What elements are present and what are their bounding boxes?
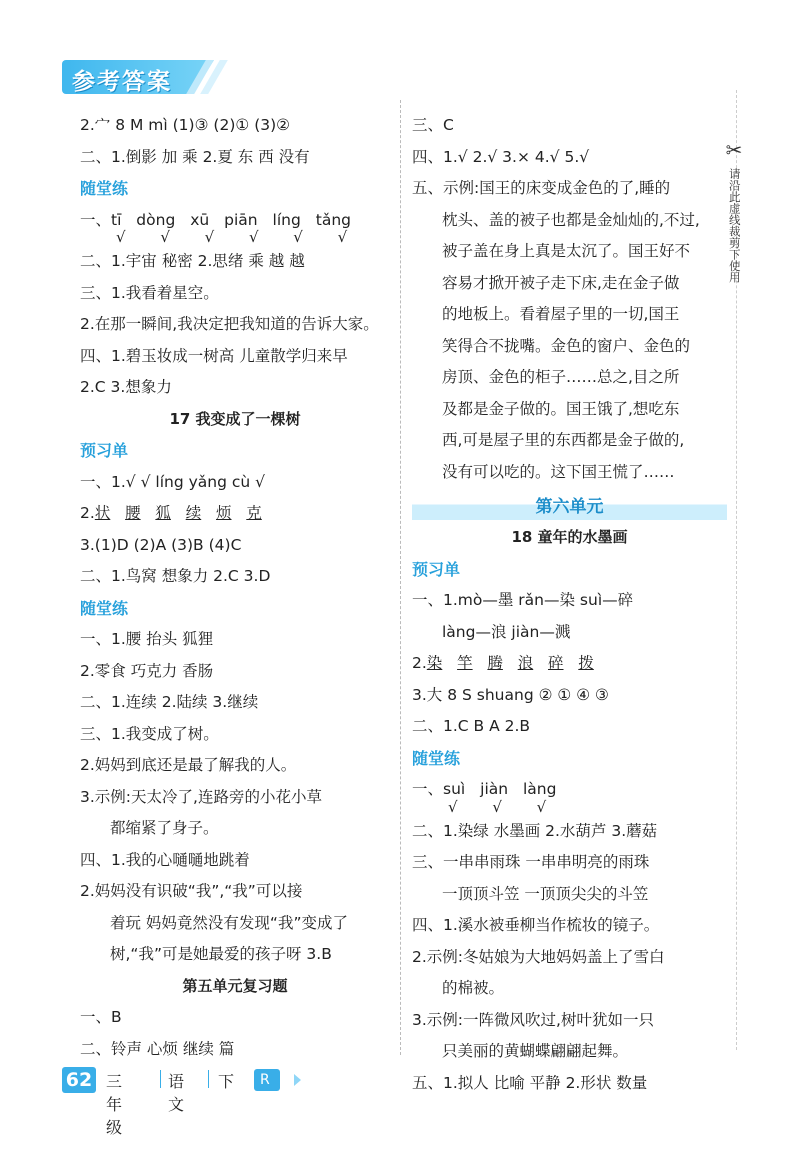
unit-title: 第六单元 xyxy=(412,494,727,520)
answer-line: 四、1.√ 2.√ 3.× 4.√ 5.√ xyxy=(412,147,590,166)
answer-line: 二、1.倒影 加 乘 2.夏 东 西 没有 xyxy=(80,147,310,166)
underlined-char: 染 xyxy=(426,654,443,672)
answer-line: 四、1.溪水被垂柳当作梳妆的镜子。 xyxy=(412,916,660,934)
answer-line: 二、1.C B A 2.B xyxy=(412,717,531,735)
answer-line: 三、C xyxy=(412,116,454,134)
answer-line: 一、1.腰 抬头 狐狸 xyxy=(80,630,214,648)
edition-badge: R版 xyxy=(254,1069,280,1091)
answer-line: 二、1.鸟窝 想象力 2.C 3.D xyxy=(80,567,271,585)
answer-line: 2.在那一瞬间,我决定把我知道的告诉大家。 xyxy=(80,315,379,333)
volume-label: 下 xyxy=(218,1072,235,1091)
page-number: 62 xyxy=(62,1067,96,1093)
underlined-char: 竿 xyxy=(457,654,473,672)
section-title: 预习单 xyxy=(412,559,461,579)
answer-line: 二、1.宇宙 秘密 2.思绪 乘 越 越 xyxy=(80,252,305,270)
item-prefix: 2. xyxy=(80,504,95,522)
answer-line: 3.大 8 S shuang ② ① ④ ③ xyxy=(412,685,609,704)
cut-instruction-label: 请沿此虚线裁剪下使用 xyxy=(727,168,742,283)
underlined-char: 狐 xyxy=(155,504,171,522)
answer-line: 3.示例:天太冷了,连路旁的小花小草 xyxy=(80,787,322,806)
answer-line: 西,可是屋子里的东西都是金子做的, xyxy=(442,431,685,449)
answer-line: 房顶、金色的柜子……总之,目之所 xyxy=(442,368,680,386)
answer-line: 树,“我”可是她最爱的孩子呀 3.B xyxy=(110,945,332,963)
lesson-title: 17 我变成了一棵树 xyxy=(169,409,301,428)
edition-arrow-icon xyxy=(294,1074,301,1086)
check-marks: √ √ √ xyxy=(448,797,547,816)
check-marks: √ √ √ √ √ √ xyxy=(116,228,348,246)
lesson-title: 18 童年的水墨画 xyxy=(511,528,628,546)
pinyin-line: 一、tī dòng xū piān líng tǎng xyxy=(80,210,351,229)
answer-line: 2.宀 8 M mì (1)③ (2)① (3)② xyxy=(80,116,291,134)
column-divider xyxy=(400,100,401,1055)
underlined-char: 克 xyxy=(246,504,262,522)
right-column xyxy=(412,110,727,1099)
underlined-char: 碎 xyxy=(547,654,564,672)
underlined-char: 腰 xyxy=(125,504,141,522)
answer-line: 的棉被。 xyxy=(442,979,505,997)
answer-line: 2.妈妈到底还是最了解我的人。 xyxy=(80,756,297,774)
answer-line: 2.示例:冬姑娘为大地妈妈盖上了雪白 xyxy=(412,947,665,966)
answer-line: 2.C 3.想象力 xyxy=(80,378,172,396)
page-title: 参考答案 xyxy=(72,69,172,95)
section-title: 预习单 xyxy=(80,441,129,460)
answer-line: 三、1.我变成了树。 xyxy=(80,724,219,743)
section-title: 随堂练 xyxy=(80,598,129,618)
footer-separator xyxy=(208,1070,209,1088)
grade-label: 三年级 xyxy=(106,1072,123,1137)
answer-line: 都缩紧了身子。 xyxy=(110,819,219,837)
answer-line: 2.零食 巧克力 香肠 xyxy=(80,661,214,680)
underlined-char: 状 xyxy=(94,504,111,522)
answer-line: 一、1.√ √ líng yǎng cù √ xyxy=(80,472,266,491)
answer-line: 四、1.碧玉妆成一树高 儿童散学归来早 xyxy=(80,346,348,365)
answer-line: 3.示例:一阵微风吹过,树叶犹如一只 xyxy=(412,1010,654,1029)
underlined-char: 浪 xyxy=(517,654,534,672)
section-title: 随堂练 xyxy=(80,179,129,198)
underlined-char: 腾 xyxy=(487,654,503,672)
answer-line: 被子盖在身上真是太沉了。国王好不 xyxy=(442,242,691,260)
answer-line: 只美丽的黄蝴蝶翩翩起舞。 xyxy=(442,1042,629,1060)
answer-line: 一顶顶斗笠 一顶顶尖尖的斗笠 xyxy=(442,884,649,903)
subject-label: 语文 xyxy=(168,1072,185,1114)
answer-line: 的地板上。看着屋子里的一切,国王 xyxy=(442,305,680,323)
answer-line: 二、1.染绿 水墨画 2.水葫芦 3.蘑菇 xyxy=(412,821,658,840)
answer-line: 二、铃声 心烦 继续 篇 xyxy=(80,1039,235,1058)
answer-line: 三、1.我看着星空。 xyxy=(80,283,219,302)
review-title: 第五单元复习题 xyxy=(182,976,288,995)
answer-line: 着玩 妈妈竟然没有发现“我”变成了 xyxy=(110,913,348,932)
answer-line: 及都是金子做的。国王饿了,想吃东 xyxy=(442,399,680,418)
cut-instruction xyxy=(722,138,746,283)
answer-line: 五、1.拟人 比喻 平静 2.形状 数量 xyxy=(412,1073,648,1092)
item-prefix: 2. xyxy=(412,654,427,672)
footer-separator xyxy=(160,1070,161,1088)
scissors-icon: ✂ xyxy=(725,138,743,162)
answer-line: 三、一串串雨珠 一串串明亮的雨珠 xyxy=(412,853,650,871)
answer-line: 一、B xyxy=(80,1008,122,1026)
underlined-char: 拨 xyxy=(578,654,594,672)
answer-line xyxy=(80,498,390,530)
answer-line: 3.(1)D (2)A (3)B (4)C xyxy=(80,535,242,554)
answer-line xyxy=(412,648,727,680)
underlined-char: 续 xyxy=(185,504,202,522)
answer-line: 2.妈妈没有识破“我”,“我”可以接 xyxy=(80,882,303,900)
pinyin-line: 一、suì jiàn làng xyxy=(412,780,557,798)
answer-line: 容易才掀开被子走下床,走在金子做 xyxy=(442,273,680,292)
section-title: 随堂练 xyxy=(412,748,461,768)
answer-line: 四、1.我的心嗵嗵地跳着 xyxy=(80,850,250,869)
answer-line: 没有可以吃的。这下国王慌了…… xyxy=(442,462,675,481)
underlined-char: 烦 xyxy=(215,504,232,522)
answer-line: 枕头、盖的被子也都是金灿灿的,不过, xyxy=(442,210,700,229)
answer-line: 五、示例:国王的床变成金色的了,睡的 xyxy=(412,179,671,197)
answer-line: 一、1.mò—墨 rǎn—染 suì—碎 xyxy=(412,591,634,609)
answer-line: làng—浪 jiàn—溅 xyxy=(442,622,571,641)
left-column xyxy=(80,110,390,1065)
answer-line: 二、1.连续 2.陆续 3.继续 xyxy=(80,693,259,711)
answer-line: 笑得合不拢嘴。金色的窗户、金色的 xyxy=(442,336,691,355)
